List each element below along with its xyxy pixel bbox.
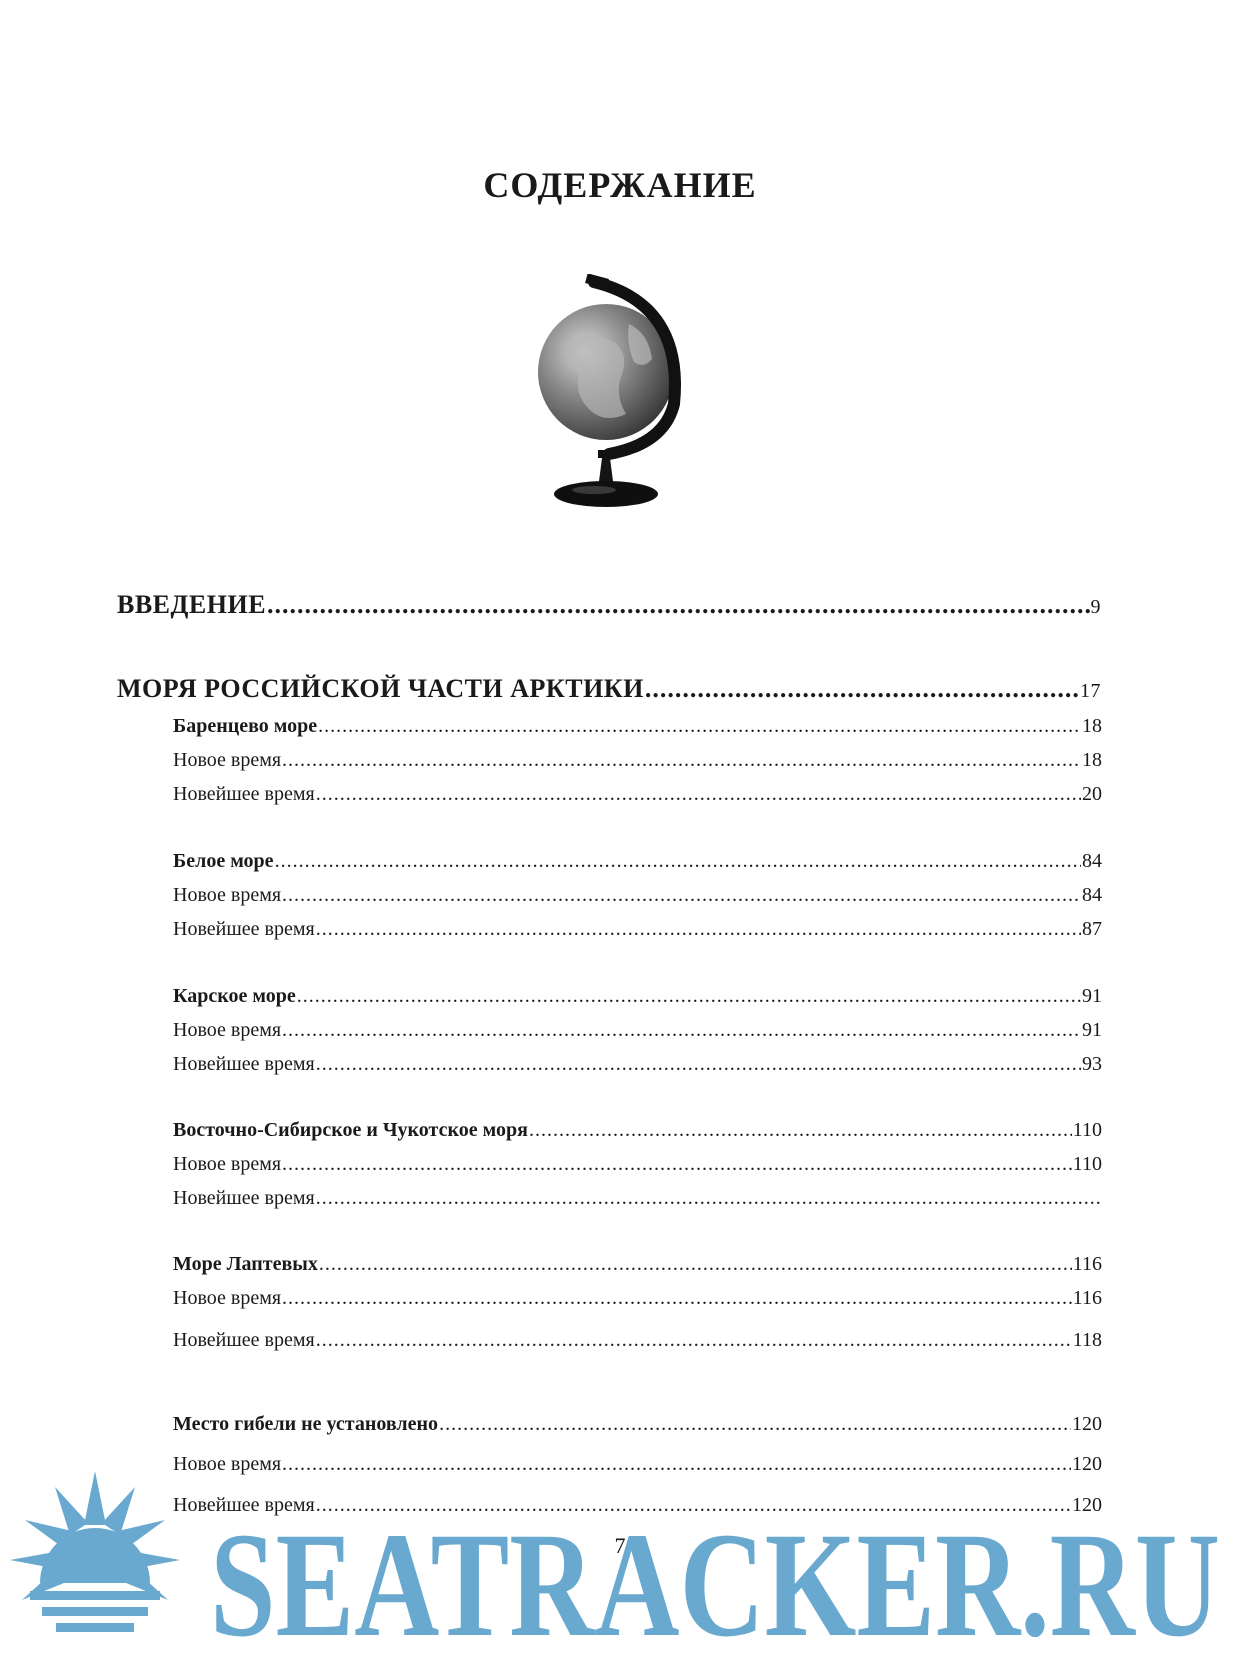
- toc-entry: [173, 850, 1102, 873]
- toc-leader-dots: [316, 1053, 1081, 1076]
- toc-entry-title: Место гибели не установлено: [173, 1413, 439, 1435]
- toc-entry: [173, 1119, 1102, 1142]
- toc-entry-page: 17: [1080, 680, 1101, 702]
- toc-entry-page: 20: [1082, 783, 1102, 805]
- toc-entry: [173, 749, 1102, 772]
- toc-entry-title: Новейшее время: [173, 783, 315, 805]
- toc-entry: [173, 1019, 1102, 1042]
- toc-entry-title: Новейшее время: [173, 1494, 315, 1516]
- globe-illustration: [534, 274, 704, 510]
- toc-entry: [173, 783, 1102, 806]
- toc-entry: [173, 1287, 1102, 1310]
- toc-entry-title: Новейшее время: [173, 918, 315, 940]
- toc-leader-dots: [316, 783, 1081, 806]
- toc-leader-dots: [282, 1153, 1072, 1176]
- toc-entry-page: 93: [1082, 1053, 1102, 1075]
- toc-entry-title: Новое время: [173, 1153, 282, 1175]
- toc-entry-title: ВВЕДЕНИЕ: [117, 590, 267, 619]
- toc-leader-dots: [282, 884, 1081, 907]
- toc-entry: [173, 715, 1102, 738]
- toc-entry-title: Новое время: [173, 884, 282, 906]
- toc-entry-page: 110: [1072, 1119, 1102, 1141]
- toc-entry-page: 118: [1072, 1329, 1102, 1351]
- toc-entry-title: МОРЯ РОССИЙСКОЙ ЧАСТИ АРКТИКИ: [117, 674, 644, 703]
- toc-entry-page: 87: [1082, 918, 1102, 940]
- toc-entry-title: Новейшее время: [173, 1053, 315, 1075]
- toc-entry-title: Новое время: [173, 749, 282, 771]
- toc-entry: [117, 674, 1101, 704]
- toc-entry-page: 120: [1072, 1494, 1102, 1516]
- toc-leader-dots: [319, 1253, 1072, 1276]
- toc-entry: [173, 1413, 1102, 1436]
- toc-entry-page: 84: [1082, 884, 1102, 906]
- toc-leader-dots: [316, 918, 1081, 941]
- toc-entry-page: 18: [1082, 749, 1102, 771]
- watermark: [0, 1465, 1240, 1653]
- toc-leader-dots: [282, 749, 1081, 772]
- page-title: СОДЕРЖАНИЕ: [483, 165, 757, 205]
- toc-entry-page: 120: [1072, 1413, 1102, 1435]
- toc-entry: [173, 985, 1102, 1008]
- toc-entry: [173, 1329, 1102, 1352]
- watermark-text: SEATRACKER.RU: [210, 1502, 1220, 1653]
- toc-leader-dots: [267, 590, 1089, 620]
- toc-entry: [173, 1253, 1102, 1276]
- toc-entry-title: Море Лаптевых: [173, 1253, 318, 1275]
- toc-entry: [173, 1153, 1102, 1176]
- toc-entry: [173, 884, 1102, 907]
- toc-entry-title: Баренцево море: [173, 715, 318, 737]
- toc-entry: [173, 1053, 1102, 1076]
- toc-entry-title: Новое время: [173, 1019, 282, 1041]
- toc-entry-title: Новое время: [173, 1453, 282, 1475]
- toc-entry-page: 91: [1082, 985, 1102, 1007]
- toc-entry-page: 84: [1082, 850, 1102, 872]
- toc-leader-dots: [645, 674, 1079, 704]
- toc-entry-page: 116: [1072, 1287, 1102, 1309]
- toc-entry-title: Новейшее время: [173, 1329, 315, 1351]
- toc-leader-dots: [275, 850, 1081, 873]
- toc-entry-page: 18: [1082, 715, 1102, 737]
- toc-entry-title: Белое море: [173, 850, 274, 872]
- toc-entry: [117, 590, 1101, 620]
- toc-entry-page: 91: [1082, 1019, 1102, 1041]
- toc-leader-dots: [318, 715, 1081, 738]
- toc-leader-dots: [282, 1287, 1072, 1310]
- toc-leader-dots: [529, 1119, 1072, 1142]
- toc-entry-page: 110: [1072, 1153, 1102, 1175]
- toc-entry-page: 120: [1072, 1453, 1102, 1475]
- toc-entry-title: Восточно-Сибирское и Чукотское моря: [173, 1119, 528, 1141]
- toc-entry-title: Карское море: [173, 985, 296, 1007]
- toc-entry-page: 9: [1090, 596, 1101, 618]
- toc-leader-dots: [316, 1329, 1072, 1352]
- toc-leader-dots: [316, 1187, 1101, 1210]
- sun-icon: [10, 1471, 180, 1632]
- page-number: 7: [614, 1533, 626, 1558]
- toc-entry: [173, 1187, 1102, 1210]
- toc-leader-dots: [282, 1019, 1081, 1042]
- toc-entry: [173, 918, 1102, 941]
- toc-entry-title: Новое время: [173, 1287, 282, 1309]
- toc-entry-page: 116: [1072, 1253, 1102, 1275]
- toc-leader-dots: [297, 985, 1081, 1008]
- toc-entry-title: Новейшее время: [173, 1187, 315, 1209]
- toc-leader-dots: [439, 1413, 1071, 1436]
